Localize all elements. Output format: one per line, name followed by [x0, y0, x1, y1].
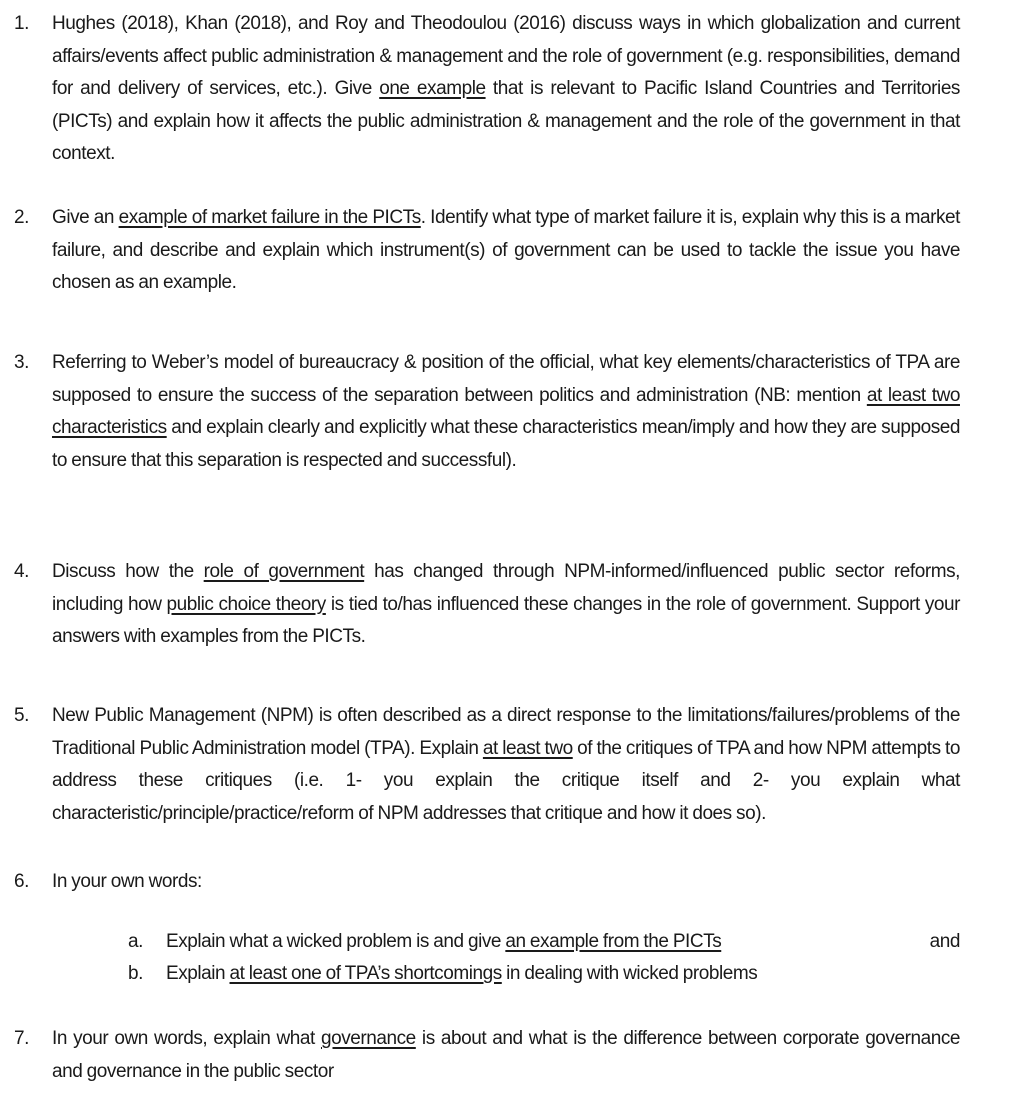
- question-text: Discuss how the role of government has changed through NPM-informed/influenced public sector reforms, including how public choice theory is tied to/has influenced these changes in the role of government. Support your answers with examples from the PICTs.: [52, 561, 960, 647]
- underlined-phrase: at least two characteristics: [52, 384, 960, 438]
- subitem-text: Explain what a wicked problem is and give an example from the PICTs and: [166, 931, 960, 952]
- subitem-letter: a.: [128, 931, 143, 952]
- question-text: In your own words:: [52, 871, 202, 892]
- question-6a: [128, 926, 960, 958]
- question-6: [14, 866, 960, 899]
- question-number: 4.: [14, 561, 29, 582]
- question-6b: [128, 958, 960, 990]
- question-text: Hughes (2018), Khan (2018), and Roy and Theodoulou (2016) discuss ways in which globalization and current affairs/events affect public administration & management and the role of government (e.g. responsibilities, demand for and delivery of services, etc.). Give one example that is relevant to Pacific Island Countries and Territories (PICTs) and explain how it affects the public administration & management and the role of the government in that context.: [52, 13, 960, 164]
- question-number: 7.: [14, 1028, 29, 1049]
- underlined-phrase: one example: [379, 78, 486, 99]
- question-text: New Public Management (NPM) is often described as a direct response to the limitations/failures/problems of the Traditional Public Administration model (TPA). Explain at least two of the critiques of TPA and how NPM attempts to address these critiques (i.e. 1- you explain the critique itself and 2- you explain what characteristic/principle/practice/reform of NPM addresses that critique and how it does so).: [52, 705, 960, 824]
- question-2: [14, 202, 960, 300]
- question-text: In your own words, explain what governance is about and what is the difference between corporate governance and governance in the public sector: [52, 1028, 960, 1082]
- subitem-letter: b.: [128, 963, 143, 984]
- question-number: 1.: [14, 13, 29, 34]
- question-number: 5.: [14, 705, 29, 726]
- underlined-phrase: role of government: [203, 561, 365, 582]
- question-number: 6.: [14, 871, 29, 892]
- question-3: [14, 347, 960, 477]
- question-number: 2.: [14, 207, 29, 228]
- question-1: [14, 8, 960, 171]
- question-4: [14, 556, 960, 654]
- underlined-phrase: an example from the PICTs: [505, 931, 722, 952]
- subitem-text: Explain at least one of TPA’s shortcomings in dealing with wicked problems: [166, 963, 758, 984]
- question-5: [14, 700, 960, 830]
- question-text: Referring to Weber’s model of bureaucracy & position of the official, what key elements/characteristics of TPA are supposed to ensure the success of the separation between politics and administration (NB: mention at least two characteristics and explain clearly and explicitly what these characteristics mean/imply and how they are supposed to ensure that this separation is respected and successful).: [52, 352, 960, 471]
- question-7: [14, 1023, 960, 1088]
- underlined-phrase: public choice theory: [166, 593, 326, 615]
- underlined-phrase: at least one of TPA’s shortcomings: [229, 963, 502, 984]
- underlined-phrase: at least two: [482, 737, 573, 759]
- underlined-phrase: example of market failure in the PICTs: [118, 207, 421, 228]
- underlined-phrase: governance: [321, 1028, 416, 1049]
- question-number: 3.: [14, 352, 29, 373]
- question-text: Give an example of market failure in the PICTs. Identify what type of market failure it is, explain why this is a market failure, and describe and explain which instrument(s) of government can be used to tackle the issue you have chosen as an example.: [52, 207, 960, 293]
